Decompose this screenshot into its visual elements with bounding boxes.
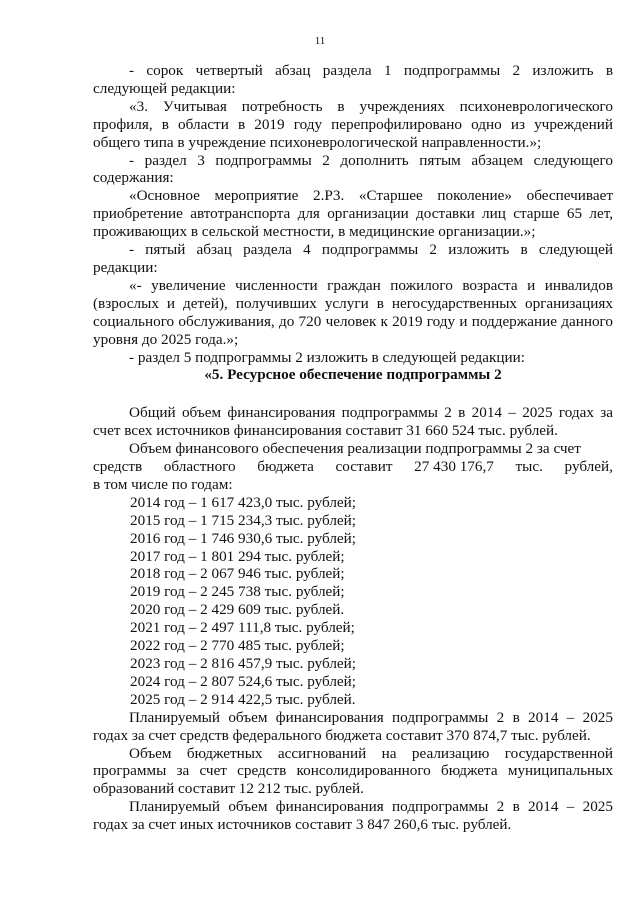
paragraph-federal-budget: Планируемый объем финансирования подпрограммы 2 в 2014 – 2025 годах за счет средств федерального бюджета составит 370 874,7 тыс. рублей. xyxy=(93,708,613,744)
year-item: 2017 год – 1 801 294 тыс. рублей; xyxy=(130,547,345,565)
regional-word: составит xyxy=(335,458,393,476)
regional-word: областного xyxy=(163,458,236,476)
paragraph-amend-section1: - сорок четвертый абзац раздела 1 подпрограммы 2 изложить в следующей редакции: xyxy=(93,62,613,97)
year-item: 2024 год – 2 807 524,6 тыс. рублей; xyxy=(130,672,357,690)
paragraph-quote-increase: «- увеличение численности граждан пожилого возраста и инвалидов (взрослых и детей), получивших услуги в негосударственных организациях социального обслуживания, до 720 человек к 2019 году и поддержание данного уровня до 2025 года.»; xyxy=(93,276,613,348)
paragraph-municipal-budget: Объем бюджетных ассигнований на реализацию государственной программы за счет средств консолидированного бюджета муниципальных образований составит 12 212 тыс. рублей. xyxy=(93,744,613,798)
paragraph-regional-line3: в том числе по годам: xyxy=(93,475,233,493)
paragraph-regional-line1: Объем финансового обеспечения реализации подпрограммы 2 за счет xyxy=(129,440,581,458)
spacer xyxy=(93,384,613,404)
paragraph-other-sources: Планируемый объем финансирования подпрограммы 2 в 2014 – 2025 годах за счет иных источников составит 3 847 260,6 тыс. рублей. xyxy=(93,798,613,834)
year-item: 2018 год – 2 067 946 тыс. рублей; xyxy=(130,565,345,583)
paragraph-quote-profile: «3. Учитывая потребность в учреждениях психоневрологического профиля, в области в 2019 году перепрофилировано одно из учреждений общего типа в учреждение психоневрологической направленности.»; xyxy=(93,97,613,151)
paragraph-amend-section5: - раздел 5 подпрограммы 2 изложить в следующей редакции: xyxy=(129,348,525,366)
regional-word: средств xyxy=(93,458,143,476)
year-item: 2021 год – 2 497 111,8 тыс. рублей; xyxy=(130,619,355,637)
year-item: 2025 год – 2 914 422,5 тыс. рублей. xyxy=(130,690,356,708)
regional-word: рублей, xyxy=(564,458,613,476)
year-item: 2020 год – 2 429 609 тыс. рублей. xyxy=(130,601,345,619)
regional-amount: 27 430 176,7 xyxy=(414,458,494,476)
section-heading: «5. Ресурсное обеспечение подпрограммы 2 xyxy=(204,366,502,384)
paragraph-total-financing: Общий объем финансирования подпрограммы 2 в 2014 – 2025 годах за счет всех источников финансирования составит 31 660 524 тыс. рублей. xyxy=(93,404,613,440)
paragraph-quote-older-generation: «Основное мероприятие 2.Р3. «Старшее поколение» обеспечивает приобретение автотранспорта для организации доставки лиц старше 65 лет, проживающих в сельской местности, в медицинские организации.»; xyxy=(93,187,613,241)
regional-word: бюджета xyxy=(257,458,314,476)
document-body xyxy=(93,62,613,834)
paragraph-regional-line2 xyxy=(93,458,613,476)
year-item: 2014 год – 1 617 423,0 тыс. рублей; xyxy=(130,493,357,511)
page-number: 11 xyxy=(314,35,326,47)
year-item: 2019 год – 2 245 738 тыс. рублей; xyxy=(130,583,345,601)
regional-word: тыс. xyxy=(515,458,543,476)
year-item: 2016 год – 1 746 930,6 тыс. рублей; xyxy=(130,529,357,547)
year-item: 2022 год – 2 770 485 тыс. рублей; xyxy=(130,637,345,655)
year-item: 2015 год – 1 715 234,3 тыс. рублей; xyxy=(130,511,357,529)
year-item: 2023 год – 2 816 457,9 тыс. рублей; xyxy=(130,655,357,672)
yearly-financing-list xyxy=(93,494,613,709)
paragraph-amend-section3: - раздел 3 подпрограммы 2 дополнить пятым абзацем следующего содержания: xyxy=(93,151,613,187)
paragraph-amend-section4: - пятый абзац раздела 4 подпрограммы 2 изложить в следующей редакции: xyxy=(93,241,613,276)
